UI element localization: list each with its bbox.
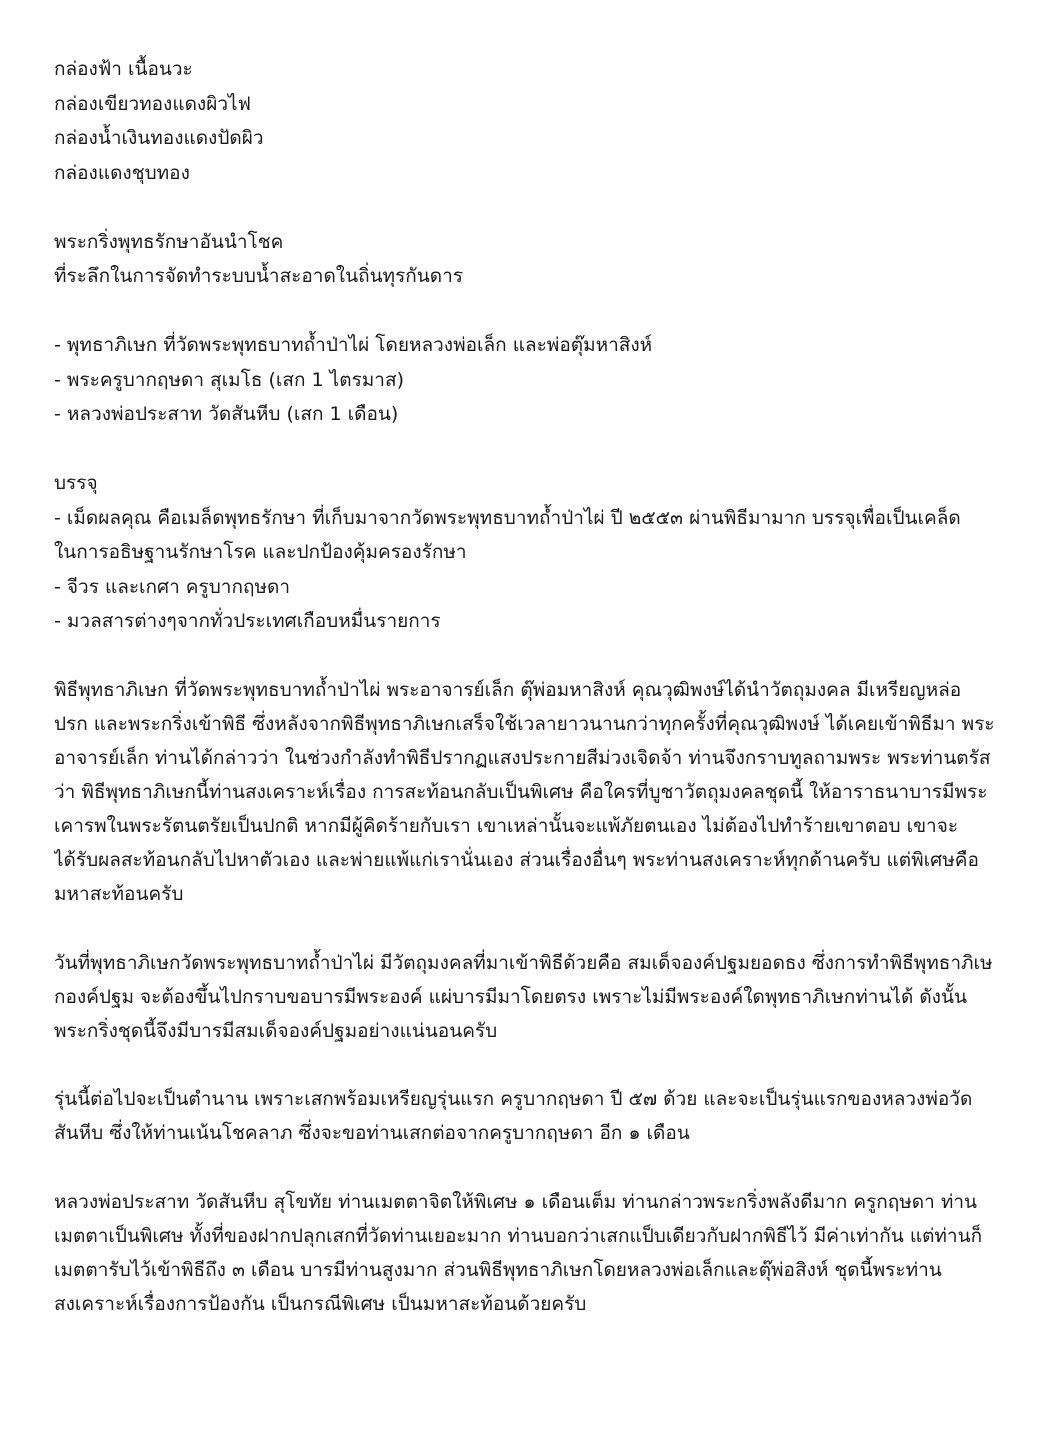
box-item: กล่องเขียวทองแดงผิวไฟ [54,92,252,115]
ceremony-item: - พระครูบากฤษดา สุเมโธ (เสก 1 ไตรมาส) [54,368,404,391]
ceremony-item: - หลวงพ่อประสาท วัดสันหีบ (เสก 1 เดือน) [54,403,399,425]
document-body [54,52,1014,1321]
paragraph-line: เมตตารับไว้เข้าพิธีถึง ๓ เดือน บารมีท่านสูงมาก ส่วนพิธีพุทธาภิเษกโดยหลวงพ่อเล็กและตุ๊พ่อสิงห์ ชุดนี้พระท่าน [54,1258,942,1281]
spacer [54,1150,1014,1185]
paragraph-line: วันที่พุทธาภิเษกวัดพระพุทธบาทถ้ำป่าไผ่ มีวัตถุมงคลที่มาเข้าพิธีด้วยคือ สมเด็จองค์ปฐมยอดธง ซึ่งการทำพิธีพุทธาภิเษ [54,951,993,974]
contents-line: - เม็ดผลคุณ คือเมล็ดพุทธรักษา ที่เก็บมาจากวัดพระพุทธบาทถ้ำป่าไผ่ ปี ๒๕๕๓ ผ่านพิธีมามาก บรรจุเพื่อเป็นเคล็ด [54,506,961,529]
spacer [54,911,1014,946]
paragraph-legend [54,1082,1014,1150]
paragraph-line: ว่า พิธีพุทธาภิเษกนี้ท่านสงเคราะห์เรื่อง การสะท้อนกลับเป็นพิเศษ คือใครที่บูชาวัตถุมงคลชุดนี้ ให้อาราธนาบารมีพระ [54,781,988,803]
paragraph-line: สงเคราะห์เรื่องการป้องกัน เป็นกรณีพิเศษ เป็นมหาสะท้อนด้วยครับ [54,1292,587,1315]
contents-heading: บรรจุ [54,472,98,494]
paragraph-line: เมตตาเป็นพิเศษ ทั้งที่ของฝากปลุกเสกที่วัดท่านเยอะมาก ท่านบอกว่าเสกแป็บเดียวกับฝากพิธีไว้ มีค่าเท่ากัน แต่ท่านก็ [54,1224,983,1247]
paragraph-somdej [54,946,1014,1048]
paragraph-line: ปรก และพระกริ่งเข้าพิธี ซึ่งหลังจากพิธีพุทธาภิเษกเสร็จใช้เวลายาวนานกว่าทุกครั้งที่คุณวุฒิพงษ์ ได้เคยเข้าพิธีมา พระ [54,713,995,735]
spacer [54,294,1014,329]
paragraph-line: สันหีบ ซึ่งให้ท่านเน้นโชคลาภ ซึ่งจะขอท่านเสกต่อจากครูบากฤษดา อีก ๑ เดือน [54,1122,690,1144]
paragraph-ceremony [54,673,1014,911]
paragraph-line: รุ่นนี้ต่อไปจะเป็นตำนาน เพราะเสกพร้อมเหรียญรุ่นแรก ครูบากฤษดา ปี ๕๗ ด้วย และจะเป็นรุ่นแรกของหลวงพ่อวัด [54,1088,973,1110]
title-block [54,225,1014,294]
contents-line: ในการอธิษฐานรักษาโรค และปกป้องคุ้มครองรักษา [54,541,467,563]
box-item: กล่องฟ้า เนื้อนวะ [54,58,193,80]
paragraph-line: หลวงพ่อประสาท วัดสันหีบ สุโขทัย ท่านเมตตาจิตให้พิเศษ ๑ เดือนเต็ม ท่านกล่าวพระกริ่งพลังดีมาก ครูกฤษดา ท่าน [54,1190,978,1213]
spacer [54,639,1014,674]
box-item: กล่องแดงชุบทอง [54,161,190,184]
contents-block [54,466,1014,639]
spacer [54,432,1014,467]
contents-line: - จีวร และเกศา ครูบากฤษดา [54,575,290,598]
paragraph-line: มหาสะท้อนครับ [54,883,184,905]
paragraph-line: เคารพในพระรัตนตรัยเป็นปกติ หากมีผู้คิดร้ายกับเรา เขาเหล่านั้นจะแพ้ภัยตนเอง ไม่ต้องไปทำร้ายเขาตอบ เขาจะ [54,815,959,837]
subtitle-line: ที่ระลึกในการจัดทำระบบน้ำสะอาดในถิ่นทุรกันดาร [54,265,463,287]
title-line: พระกริ่งพุทธรักษาอันนำโชค [54,230,284,253]
box-list [54,52,1014,190]
spacer [54,1048,1014,1083]
paragraph-luangpho [54,1185,1014,1321]
box-item: กล่องน้ำเงินทองแดงปัดผิว [54,127,264,149]
paragraph-line: พระกริ่งชุดนี้จึงมีบารมีสมเด็จองค์ปฐมอย่างแน่นอนครับ [54,1019,498,1042]
spacer [54,190,1014,225]
paragraph-line: อาจารย์เล็ก ท่านได้กล่าวว่า ในช่วงกำลังทำพิธีปรากฏแสงประกายสีม่วงเจิดจ้า ท่านจึงกราบทูลถามพระ พระท่านตรัส [54,747,991,769]
paragraph-line: พิธีพุทธาภิเษก ที่วัดพระพุทธบาทถ้ำป่าไผ่ พระอาจารย์เล็ก ตุ๊พ่อมหาสิงห์ คุณวุฒิพงษ์ได้นำวัตถุมงคล มีเหรียญหล่อ [54,679,962,701]
paragraph-line: กองค์ปฐม จะต้องขึ้นไปกราบขอบารมีพระองค์ แผ่บารมีมาโดยตรง เพราะไม่มีพระองค์ใดพุทธาภิเษกท่านได้ ดังนั้น [54,985,967,1008]
ceremony-item: - พุทธาภิเษก ที่วัดพระพุทธบาทถ้ำป่าไผ่ โดยหลวงพ่อเล็ก และพ่อตุ๊มหาสิงห์ [54,334,653,356]
paragraph-line: ได้รับผลสะท้อนกลับไปหาตัวเอง และพ่ายแพ้แก่เรานั่นเอง ส่วนเรื่องอื่นๆ พระท่านสงเคราะห์ทุกด้านครับ แต่พิเศษคือ [54,849,979,871]
contents-line: - มวลสารต่างๆจากทั่วประเทศเกือบหมื่นรายการ [54,610,441,632]
ceremony-list [54,328,1014,432]
